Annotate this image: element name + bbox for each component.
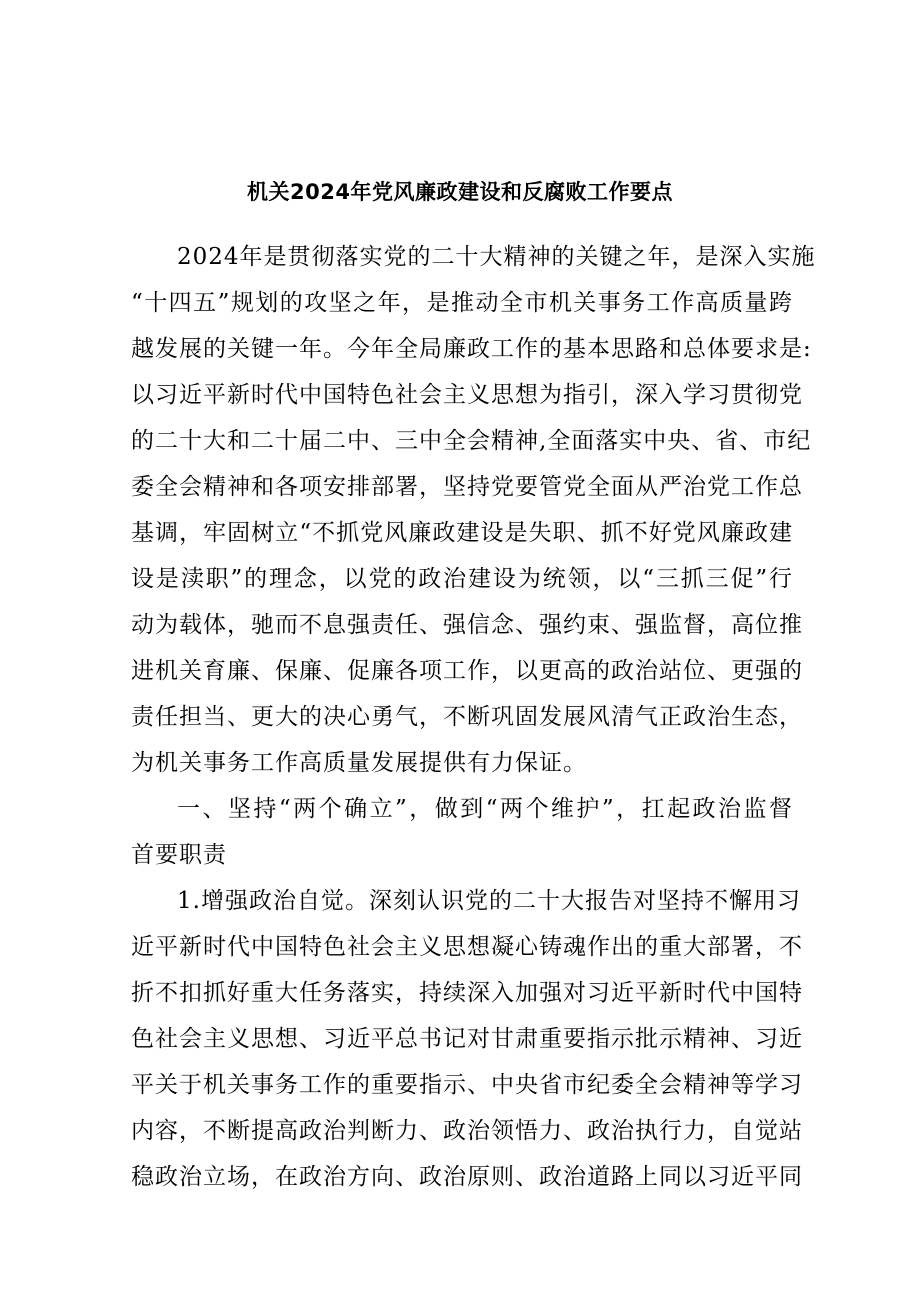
body-line: 一、坚持“两个确立”，做到“两个维护”，扛起政治监督 bbox=[177, 796, 793, 822]
body-line: 折不扣抓好重大任务落实，持续深入加强对习近平新时代中国特 bbox=[131, 980, 803, 1006]
body-line: 委全会精神和各项安排部署，坚持党要管党全面从严治党工作总 bbox=[131, 474, 803, 500]
document-body bbox=[131, 234, 816, 1200]
body-line: 责任担当、更大的决心勇气，不断巩固发展风清气正政治生态， bbox=[131, 704, 803, 730]
body-line: “十四五”规划的攻坚之年，是推动全市机关事务工作高质量跨 bbox=[131, 290, 793, 316]
document-title: 机关2024年党风廉政建设和反腐败工作要点 bbox=[247, 180, 673, 204]
body-line: 为机关事务工作高质量发展提供有力保证。 bbox=[131, 750, 587, 776]
body-line: 首要职责 bbox=[131, 842, 227, 868]
body-line: 色社会主义思想、习近平总书记对甘肃重要指示批示精神、习近 bbox=[131, 1026, 803, 1052]
body-line: 基调，牢固树立“不抓党风廉政建设是失职、抓不好党风廉政建 bbox=[131, 520, 793, 546]
body-line: 设是渎职”的理念，以党的政治建设为统领，以“三抓三促”行 bbox=[131, 566, 793, 592]
body-line: 进机关育廉、保廉、促廉各项工作，以更高的政治站位、更强的 bbox=[131, 658, 803, 684]
body-line: 1.增强政治自觉。深刻认识党的二十大报告对坚持不懈用习 bbox=[177, 888, 801, 914]
body-line: 2024年是贯彻落实党的二十大精神的关键之年，是深入实施 bbox=[177, 244, 816, 270]
body-line: 内容，不断提高政治判断力、政治领悟力、政治执行力，自觉站 bbox=[131, 1118, 803, 1144]
body-line: 以习近平新时代中国特色社会主义思想为指引，深入学习贯彻党 bbox=[131, 382, 803, 408]
body-line: 的二十大和二十届二中、三中全会精神,全面落实中央、省、市纪 bbox=[131, 428, 812, 454]
body-line: 越发展的关键一年。今年全局廉政工作的基本思路和总体要求是: bbox=[131, 336, 812, 362]
body-line: 平关于机关事务工作的重要指示、中央省市纪委全会精神等学习 bbox=[131, 1072, 803, 1098]
body-line: 稳政治立场，在政治方向、政治原则、政治道路上同以习近平同 bbox=[131, 1164, 803, 1190]
body-line: 近平新时代中国特色社会主义思想凝心铸魂作出的重大部署，不 bbox=[131, 934, 803, 960]
body-line: 动为载体，驰而不息强责任、强信念、强约束、强监督，高位推 bbox=[131, 612, 803, 638]
